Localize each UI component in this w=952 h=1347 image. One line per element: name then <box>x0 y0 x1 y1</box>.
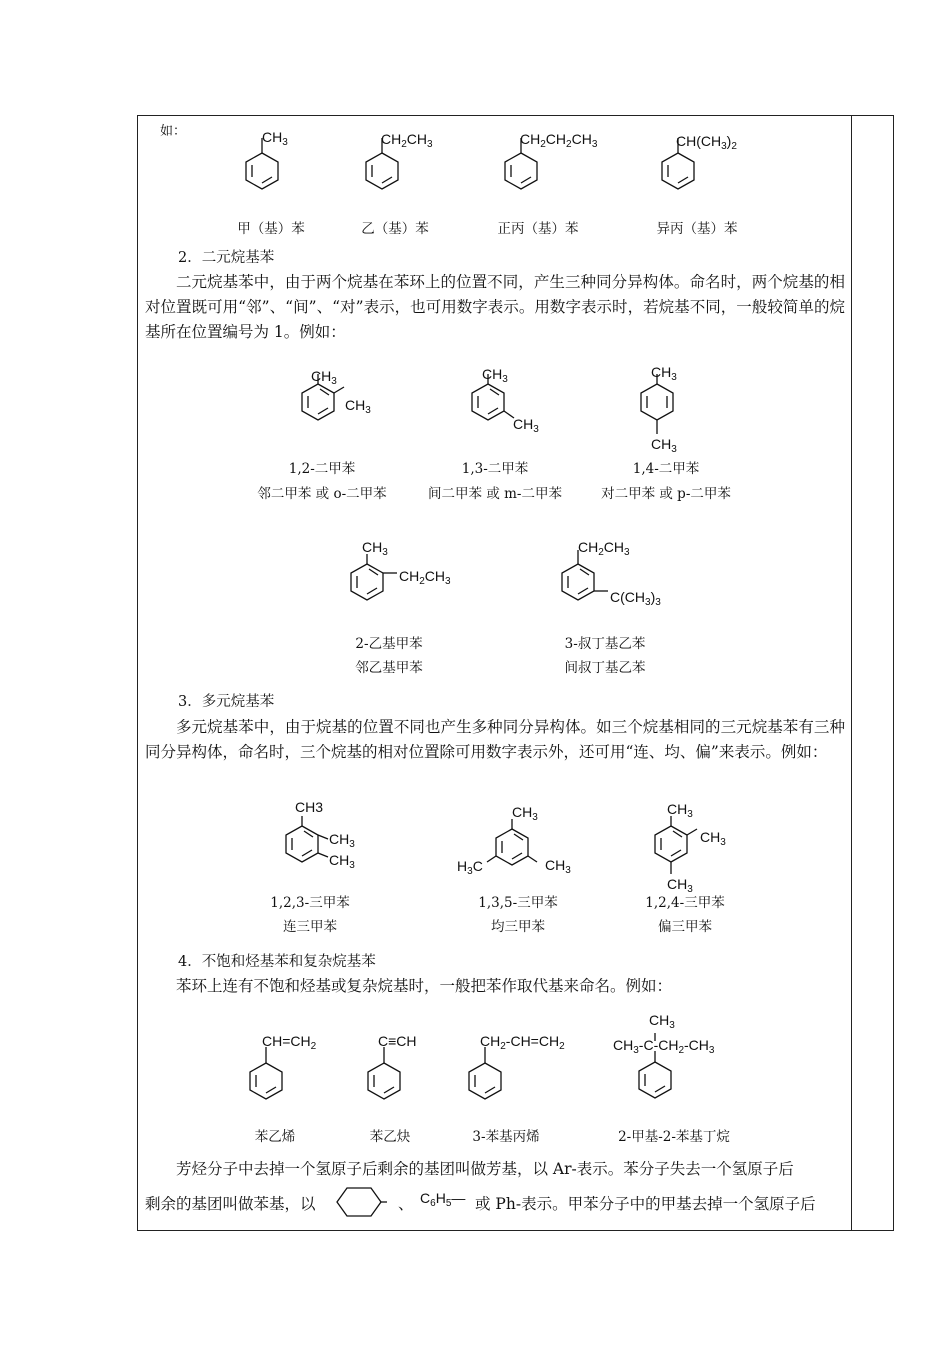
2-methyl-2-phenylbutane-chain: $CH_3-C-CH_2-CH_3$ <box>613 1037 715 1056</box>
section2-heading: 2．二元烷基苯 <box>178 250 275 266</box>
phenyl-group-symbol <box>337 1186 387 1218</box>
hemimellitene-label-1: CH3 <box>295 799 324 815</box>
caption-p-xylene-num: 1,4-二甲苯 <box>632 461 700 477</box>
m-xylene-label-2: $CH_3$ <box>513 416 539 435</box>
p-xylene-label-1: $CH_3$ <box>651 364 677 383</box>
caption-cumene: 异丙（基）苯 <box>656 221 738 237</box>
ethylbenzene-substituent: $CH_2CH_3$ <box>381 131 433 150</box>
cumene-substituent: $CH(CH_3)_2$ <box>676 133 737 152</box>
2-methyl-2-phenylbutane-label-top: $CH_3$ <box>649 1012 675 1031</box>
c6h5-formula: $C_6H_5—$ <box>420 1190 466 1209</box>
mesitylene-label-3: $H_3C$ <box>457 858 483 877</box>
aryl-paragraph-line2-b: 、 <box>398 1195 414 1213</box>
caption-m-xylene-num: 1,3-二甲苯 <box>461 461 529 477</box>
toluene-substituent: $CH_3$ <box>262 129 288 148</box>
pseudocumene-label-3: $CH_3$ <box>667 876 693 895</box>
caption-2-ethyltoluene-num: 2-乙基甲苯 <box>355 636 423 652</box>
mesitylene-label-2: $CH_3$ <box>545 857 571 876</box>
caption-3-phenylpropene: 3-苯基丙烯 <box>472 1129 540 1145</box>
o-xylene-label-1: $CH_3$ <box>311 368 337 387</box>
hemimellitene-label-3: $CH_3$ <box>329 852 355 871</box>
p-xylene-label-2: $CH_3$ <box>651 436 677 455</box>
caption-mesitylene-num: 1,3,5-三甲苯 <box>478 895 558 911</box>
caption-hemimellitene-num: 1,2,3-三甲苯 <box>270 895 350 911</box>
3-tert-butylethylbenzene-label-1: $CH_2CH_3$ <box>578 539 630 558</box>
2-ethyltoluene-label-2: $CH_2CH_3$ <box>399 568 451 587</box>
caption-hemimellitene-alt: 连三甲苯 <box>283 919 337 935</box>
caption-tbutylethylbenzene-alt: 间叔丁基乙苯 <box>564 660 646 676</box>
m-xylene-label-1: $CH_3$ <box>482 366 508 385</box>
aryl-paragraph-line1: 芳烃分子中去掉一个氢原子后剩余的基团叫做芳基，以 Ar-表示。苯分子失去一个氢原子后 <box>176 1160 794 1178</box>
aryl-paragraph-line2-c: 或 Ph-表示。甲苯分子中的甲基去掉一个氢原子后 <box>475 1195 816 1213</box>
2-ethyltoluene-label-1: $CH_3$ <box>362 539 388 558</box>
caption-mesitylene-alt: 均三甲苯 <box>491 919 545 935</box>
mesitylene-label-1: $CH_3$ <box>512 804 538 823</box>
styrene-substituent: $CH=CH_2$ <box>262 1033 317 1052</box>
pseudocumene-label-1: $CH_3$ <box>667 801 693 820</box>
caption-o-xylene-num: 1,2-二甲苯 <box>288 461 356 477</box>
section2-paragraph: 二元烷基苯中，由于两个烷基在苯环上的位置不同，产生三种同分异构体。命名时，两个烷基的相对位置既可用“邻”、“间”、“对”表示，也可用数字表示。用数字表示时，若烷基不同，一般较简单的烷基所在位置编号为 1。例如： <box>145 273 845 341</box>
caption-pseudocumene-alt: 偏三甲苯 <box>658 919 712 935</box>
caption-pseudocumene-num: 1,2,4-三甲苯 <box>645 895 725 911</box>
hemimellitene-label-2: $CH_3$ <box>329 831 355 850</box>
section4-paragraph: 苯环上连有不饱和烃基或复杂烷基时，一般把苯作取代基来命名。例如： <box>176 977 673 995</box>
propylbenzene-substituent: $CH_2CH_2CH_3$ <box>520 131 598 150</box>
table-column-divider <box>851 115 852 1231</box>
phenylacetylene-substituent: C≡CH <box>378 1033 417 1049</box>
3-tert-butylethylbenzene-label-2: $C(CH_3)_3$ <box>610 589 661 608</box>
pseudocumene-label-2: $CH_3$ <box>700 829 726 848</box>
section4-heading: 4．不饱和烃基苯和复杂烷基苯 <box>178 954 376 970</box>
caption-o-xylene-alt: 邻二甲苯 或 o-二甲苯 <box>257 486 387 502</box>
intro-label: 如： <box>160 124 187 139</box>
caption-ethylbenzene: 乙（基）苯 <box>361 221 429 237</box>
o-xylene-label-2: $CH_3$ <box>345 397 371 416</box>
section3-paragraph: 多元烷基苯中，由于烷基的位置不同也产生多种同分异构体。如三个烷基相同的三元烷基苯有三种同分异构体，命名时，三个烷基的相对位置除可用数字表示外，还可用“连、均、偏”来表示。例如： <box>145 718 845 761</box>
caption-p-xylene-alt: 对二甲苯 或 p-二甲苯 <box>601 486 731 502</box>
aryl-paragraph-line2-a: 剩余的基团叫做苯基，以 <box>145 1195 316 1213</box>
caption-toluene: 甲（基）苯 <box>237 221 305 237</box>
caption-styrene: 苯乙烯 <box>254 1129 296 1145</box>
section3-heading: 3．多元烷基苯 <box>178 694 275 710</box>
caption-2-methyl-2-phenylbutane: 2-甲基-2-苯基丁烷 <box>618 1129 730 1145</box>
caption-m-xylene-alt: 间二甲苯 或 m-二甲苯 <box>428 486 562 502</box>
caption-propylbenzene: 正丙（基）苯 <box>497 221 579 237</box>
caption-tbutylethylbenzene-num: 3-叔丁基乙苯 <box>564 636 646 652</box>
caption-2-ethyltoluene-alt: 邻乙基甲苯 <box>355 660 423 676</box>
caption-phenylacetylene: 苯乙炔 <box>369 1129 411 1145</box>
3-phenylpropene-substituent: $CH_2-CH=CH_2$ <box>480 1033 565 1052</box>
